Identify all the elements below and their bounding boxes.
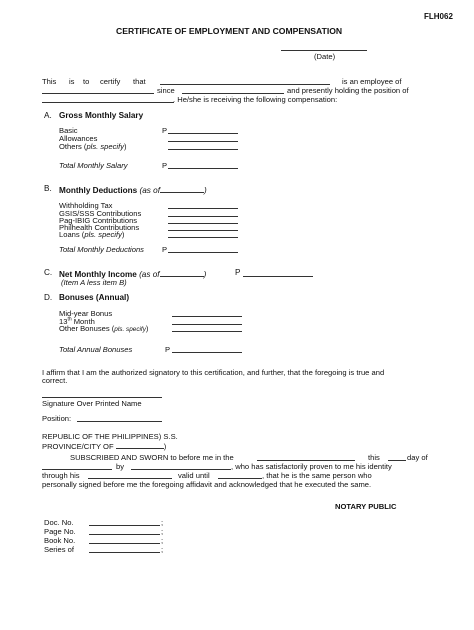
- affirmation-line-2: correct.: [42, 376, 68, 385]
- date-line[interactable]: [281, 50, 367, 51]
- section-d-title: Bonuses (Annual): [59, 293, 130, 302]
- jurat-day-line[interactable]: [388, 460, 406, 461]
- peso-sign: P: [162, 161, 168, 170]
- total-deductions-line[interactable]: [168, 252, 238, 253]
- peso-sign: P: [162, 126, 168, 135]
- series-of-label: Series of: [44, 545, 74, 554]
- philhealth-line[interactable]: [168, 230, 238, 231]
- signature-label: Signature Over Printed Name: [42, 399, 142, 408]
- intro-word: is: [69, 77, 75, 86]
- jurat-valid-until-line[interactable]: [218, 478, 262, 479]
- employer-line[interactable]: [42, 93, 154, 94]
- jurat-id-line[interactable]: [88, 478, 172, 479]
- section-b-letter: B.: [44, 184, 52, 193]
- jurat-day-of: day of: [407, 453, 428, 462]
- pagibig-line[interactable]: [168, 223, 238, 224]
- others-amount-line[interactable]: [168, 149, 238, 150]
- intro-word: certify: [100, 77, 121, 86]
- net-income-as-of-line[interactable]: [160, 268, 204, 277]
- field-end: ;: [161, 536, 164, 545]
- intro-word: This: [42, 77, 57, 86]
- field-end: ;: [161, 545, 164, 554]
- allowances-label: Allowances: [59, 134, 98, 143]
- jurat-month-year-line[interactable]: [42, 469, 112, 470]
- basic-label: Basic: [59, 126, 78, 135]
- page-no-line[interactable]: [89, 534, 160, 535]
- section-c-heading: Net Monthly Income (as of ): [59, 270, 207, 279]
- jurat-affiant-line[interactable]: [131, 469, 231, 470]
- employee-name-line[interactable]: [160, 84, 330, 85]
- jurat-valid-until: valid until: [178, 471, 210, 480]
- section-d-letter: D.: [44, 293, 53, 302]
- position-label: Position:: [42, 414, 72, 423]
- withholding-tax-line[interactable]: [168, 208, 238, 209]
- jurat-through-his: through his: [42, 471, 80, 480]
- net-income-line[interactable]: [243, 276, 313, 277]
- province-line[interactable]: [116, 440, 164, 449]
- intro-text: since: [157, 86, 175, 95]
- basic-amount-line[interactable]: [168, 133, 238, 134]
- peso-sign: P: [162, 245, 168, 254]
- jurat-satisfactorily: , who has satisfactorily proven to me his identity: [231, 462, 392, 471]
- intro-word: that: [133, 77, 146, 86]
- peso-sign: P: [165, 345, 171, 354]
- affirmation-line-1: I affirm that I am the authorized signatory to this certification, and further, that the foregoing is true and: [42, 368, 385, 377]
- jurat-place-line[interactable]: [257, 460, 355, 461]
- mid-year-bonus-line[interactable]: [172, 316, 242, 317]
- intro-word: to: [83, 77, 90, 86]
- jurat-line-4: personally signed before me the foregoing affidavit and acknowledged that he executed the same.: [42, 480, 372, 489]
- section-b-heading: Monthly Deductions (as of ): [59, 186, 207, 195]
- intro-text: . He/she is receiving the following compensation:: [173, 95, 338, 104]
- jurat-subscribed: SUBSCRIBED AND SWORN to before me in the: [70, 453, 234, 462]
- section-a-letter: A.: [44, 111, 52, 120]
- book-no-label: Book No.: [44, 536, 76, 545]
- date-label: (Date): [314, 52, 336, 61]
- deductions-as-of-line[interactable]: [160, 184, 204, 193]
- thirteenth-month-line[interactable]: [172, 324, 242, 325]
- form-code: FLH062: [424, 12, 453, 21]
- loans-line[interactable]: [168, 237, 238, 238]
- gsis-sss-line[interactable]: [168, 216, 238, 217]
- other-bonuses-label: Other Bonuses (pls. specify): [59, 324, 149, 333]
- total-monthly-deductions-label: Total Monthly Deductions: [59, 245, 144, 254]
- gsis-sss-label: GSIS/SSS Contributions: [59, 209, 142, 218]
- signature-line[interactable]: [42, 397, 162, 398]
- allowances-amount-line[interactable]: [168, 141, 238, 142]
- book-no-line[interactable]: [89, 543, 160, 544]
- position-line[interactable]: [77, 421, 162, 422]
- total-monthly-salary-label: Total Monthly Salary: [59, 161, 128, 170]
- other-bonuses-line[interactable]: [172, 331, 242, 332]
- loans-label: Loans (pls. specify): [59, 230, 125, 239]
- net-income-note: (Item A less item B): [61, 278, 127, 287]
- intro-text: and presently holding the position of: [287, 86, 409, 95]
- total-salary-line[interactable]: [168, 168, 238, 169]
- jurat-by: by: [116, 462, 125, 471]
- republic-label: REPUBLIC OF THE PHILIPPINES) S.S.: [42, 432, 178, 441]
- section-c-letter: C.: [44, 268, 53, 277]
- section-a-title: Gross Monthly Salary: [59, 111, 144, 120]
- province-label: PROVINCE/CITY OF ): [42, 442, 167, 451]
- others-label: Others (pls. specify): [59, 142, 127, 151]
- doc-no-label: Doc. No.: [44, 518, 74, 527]
- jurat-this: this: [368, 453, 380, 462]
- intro-text: is an employee of: [342, 77, 402, 86]
- page-no-label: Page No.: [44, 527, 76, 536]
- peso-sign: P: [235, 268, 241, 277]
- total-annual-bonuses-label: Total Annual Bonuses: [59, 345, 133, 354]
- philhealth-label: Philhealth Contributions: [59, 223, 140, 232]
- doc-no-line[interactable]: [89, 525, 160, 526]
- field-end: ;: [161, 527, 164, 536]
- pagibig-label: Pag-IBIG Contributions: [59, 216, 138, 225]
- field-end: ;: [161, 518, 164, 527]
- series-of-line[interactable]: [89, 552, 160, 553]
- position-held-line[interactable]: [42, 102, 174, 103]
- notary-public-label: NOTARY PUBLIC: [335, 502, 397, 511]
- thirteenth-month-label: 13th Month: [59, 316, 95, 326]
- mid-year-bonus-label: Mid-year Bonus: [59, 309, 113, 318]
- document-title: CERTIFICATE OF EMPLOYMENT AND COMPENSATION: [116, 26, 343, 36]
- since-date-line[interactable]: [182, 93, 284, 94]
- total-bonuses-line[interactable]: [172, 352, 242, 353]
- jurat-same-person: , that he is the same person who: [262, 471, 372, 480]
- withholding-tax-label: Withholding Tax: [59, 201, 113, 210]
